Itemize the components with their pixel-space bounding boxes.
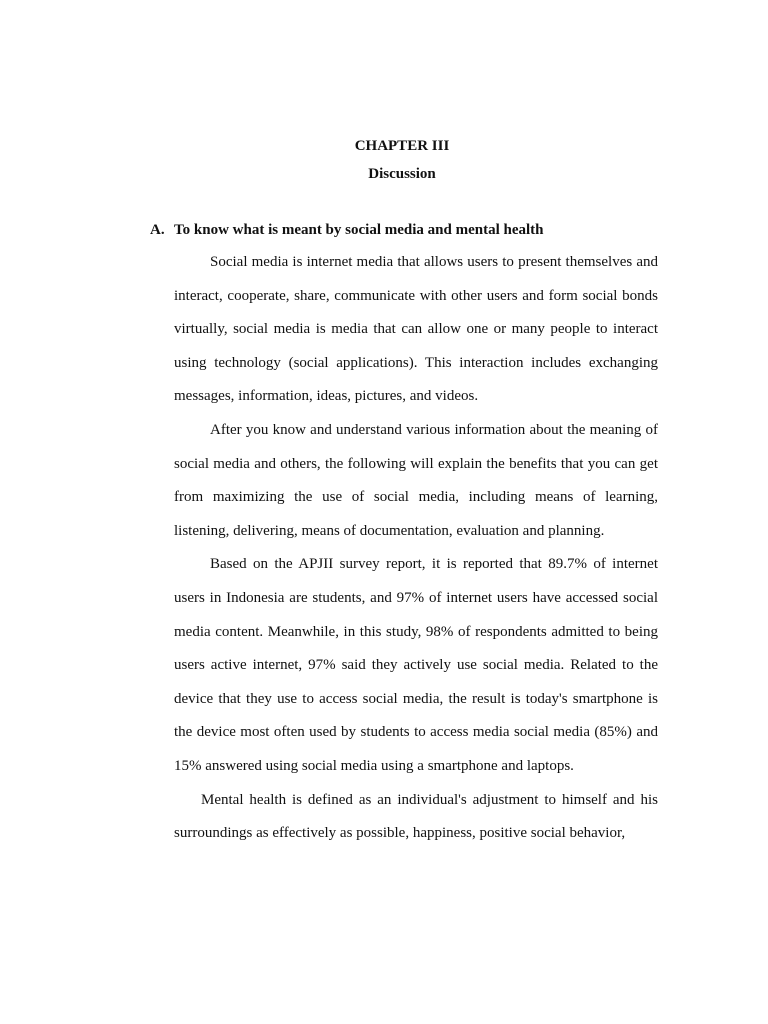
chapter-title: CHAPTER III — [354, 138, 450, 154]
paragraph-social-media-definition: Social media is internet media that allows users to present themselves and interact, cooperate, share, communicate with other users and form social bonds virtually, social media is media that can allow one or many people to interact using technology (social applications). This interaction includes exchanging messages, information, ideas, pictures, and videos. — [174, 254, 658, 405]
paragraph-social-media-benefits: After you know and understand various information about the meaning of social media and others, the following will explain the benefits that you can get from maximizing the use of social media, including means of learning, listening, delivering, means of documentation, evaluation and planning. — [174, 421, 658, 539]
body-text — [174, 246, 658, 851]
section-heading — [150, 220, 544, 240]
section-heading-text: To know what is meant by social media and mental health — [174, 222, 544, 238]
section-marker: A. — [150, 222, 165, 238]
paragraph-apjii-survey: Based on the APJII survey report, it is reported that 89.7% of internet users in Indonesia are students, and 97% of internet users have accessed social media content. Meanwhile, in this study, 98% of respondents admitted to being users active internet, 97% said they actively use social media. Related to the device that they use to access social media, the result is today's smartphone is the device most often used by students to access media social media (85%) and 15% answered using social media using a smartphone and laptops. — [174, 556, 658, 774]
paragraph-mental-health: Mental health is defined as an individual's adjustment to himself and his surroundings as effectively as possible, happiness, positive social behavior, — [174, 791, 658, 842]
chapter-subtitle: Discussion — [368, 166, 436, 182]
